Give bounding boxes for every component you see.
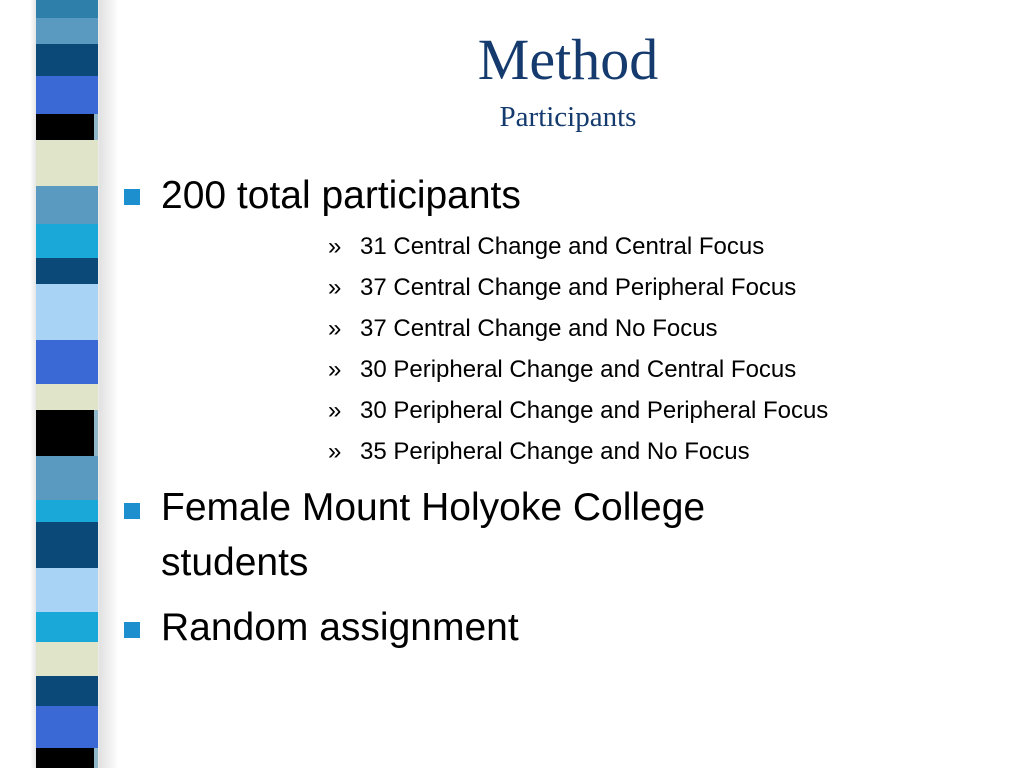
strip-segment [36, 748, 94, 768]
sub-bullet-marker: » [328, 397, 342, 424]
strip-segment [36, 456, 98, 500]
sub-item-text: 37 Central Change and No Focus [360, 315, 718, 342]
strip-segment [36, 76, 98, 114]
strip-segment [36, 642, 98, 676]
strip-segment [36, 114, 94, 140]
sub-bullet-marker: » [328, 438, 342, 465]
strip-segment [36, 18, 98, 44]
strip-segment [36, 612, 98, 642]
strip-segment [36, 384, 98, 410]
strip-segment [36, 140, 98, 186]
decorative-color-strip [36, 0, 98, 768]
strip-segment [36, 568, 98, 612]
sub-item-text: 37 Central Change and Peripheral Focus [360, 274, 797, 301]
strip-segment [36, 676, 98, 706]
strip-segment [36, 0, 98, 18]
bullet-text-line-1: Female Mount Holyoke College [161, 486, 706, 529]
bullet-square-icon [124, 189, 140, 205]
sub-item-text: 31 Central Change and Central Focus [360, 233, 765, 260]
sub-item-text: 30 Peripheral Change and Peripheral Focus [360, 397, 829, 424]
strip-segment [36, 186, 98, 224]
strip-segment [36, 284, 98, 340]
strip-segment [36, 410, 94, 456]
strip-segment [36, 522, 98, 568]
sub-item-text: 30 Peripheral Change and Central Focus [360, 356, 797, 383]
bullet-text: Random assignment [161, 606, 519, 649]
strip-segment [36, 706, 98, 748]
bullet-square-icon [124, 503, 140, 519]
strip-segment [36, 224, 98, 258]
strip-segment [36, 44, 98, 76]
sub-item-text: 35 Peripheral Change and No Focus [360, 438, 750, 465]
strip-segment [36, 258, 98, 284]
slide-title: Method [477, 27, 659, 92]
slide-subtitle: Participants [499, 101, 637, 133]
bullet-square-icon [124, 622, 140, 638]
strip-segment [36, 500, 98, 522]
sub-bullet-marker: » [328, 356, 342, 383]
sub-bullet-marker: » [328, 274, 342, 301]
sub-bullet-marker: » [328, 315, 342, 342]
bullet-text: 200 total participants [161, 174, 521, 217]
strip-segment [36, 340, 98, 384]
bullet-text-line-2: students [161, 541, 309, 584]
sub-bullet-marker: » [328, 233, 342, 260]
